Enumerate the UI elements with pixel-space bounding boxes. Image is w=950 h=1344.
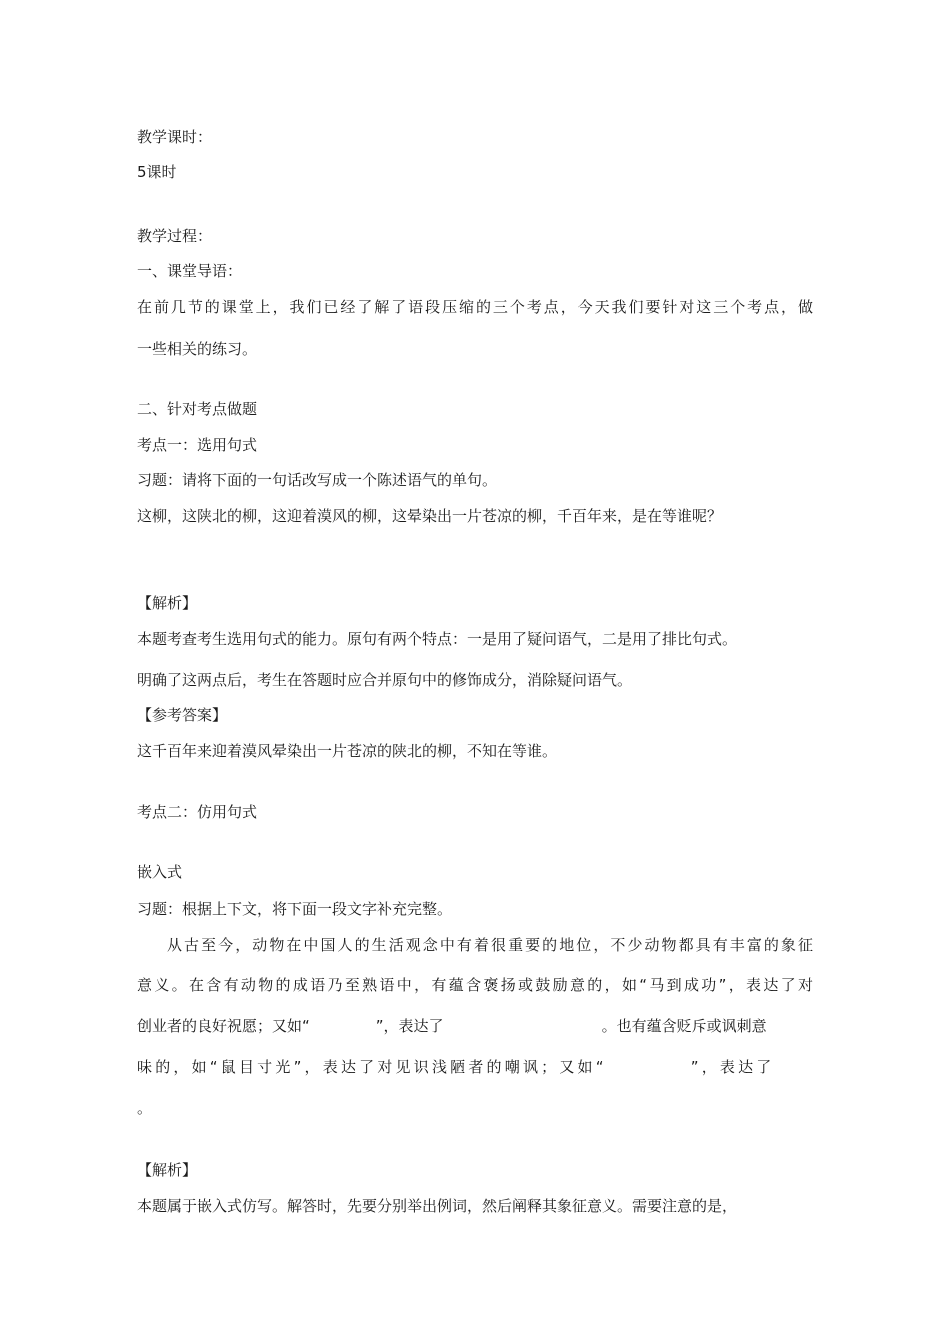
paragraph-line-3-part-b: ”，表达了	[375, 1017, 444, 1035]
exercise1-sentence: 这柳，这陕北的柳，这迎着漠风的柳，这晕染出一片苍凉的柳，千百年来，是在等谁呢？	[137, 507, 723, 525]
analysis2-line-1: 本题属于嵌入式仿写。解答时，先要分别举出例词，然后阐释其象征意义。需要注意的是，	[137, 1197, 738, 1215]
paragraph-line-5: 。	[137, 1099, 153, 1117]
paragraph-line-3	[137, 1016, 767, 1036]
paragraph-line-3-part-c: 。也有蕴含贬斥或讽刺意	[601, 1017, 767, 1035]
embed-title: 嵌入式	[137, 863, 183, 881]
paragraph-line-4-part-a: 味的，如“鼠目寸光”，表达了对见识浅陋者的嘲讽；又如“	[137, 1058, 607, 1076]
point1-title: 考点一：选用句式	[137, 436, 258, 454]
analysis1-line-2: 明确了这两点后，考生在答题时应合并原句中的修饰成分，消除疑问语气。	[137, 671, 633, 689]
analysis1-line-1: 本题考查考生选用句式的能力。原句有两个特点：一是用了疑问语气，二是用了排比句式。	[137, 630, 738, 648]
paragraph-line-1: 从古至今，动物在中国人的生活观念中有着很重要的地位，不少动物都具有丰富的象征	[167, 936, 813, 954]
hours-value: 5课时	[137, 163, 177, 181]
paragraph-line-3-part-a: 创业者的良好祝愿；又如“	[137, 1017, 310, 1035]
answer-heading: 【参考答案】	[137, 706, 228, 724]
analysis-heading-1: 【解析】	[137, 594, 198, 612]
paragraph-line-4	[137, 1057, 775, 1077]
answer1-text: 这千百年来迎着漠风晕染出一片苍凉的陕北的柳，不知在等谁。	[137, 742, 558, 760]
exercise2-prompt: 习题：根据上下文，将下面一段文字补充完整。	[137, 900, 453, 918]
process-label: 教学过程：	[137, 227, 213, 245]
paragraph-line-2: 意义。在含有动物的成语乃至熟语中，有蕴含褒扬或鼓励意的，如“马到成功”，表达了对	[137, 976, 813, 994]
intro-line-2: 一些相关的练习。	[137, 340, 258, 358]
exercise1-prompt: 习题：请将下面的一句话改写成一个陈述语气的单句。	[137, 471, 498, 489]
paragraph-line-4-part-b: ”，表达了	[690, 1058, 775, 1076]
section2-title: 二、针对考点做题	[137, 400, 258, 418]
section1-title: 一、课堂导语：	[137, 262, 243, 280]
analysis-heading-2: 【解析】	[137, 1161, 198, 1179]
intro-line-1: 在前几节的课堂上，我们已经了解了语段压缩的三个考点，今天我们要针对这三个考点，做	[137, 298, 813, 316]
hours-label: 教学课时：	[137, 128, 213, 146]
point2-title: 考点二：仿用句式	[137, 803, 258, 821]
